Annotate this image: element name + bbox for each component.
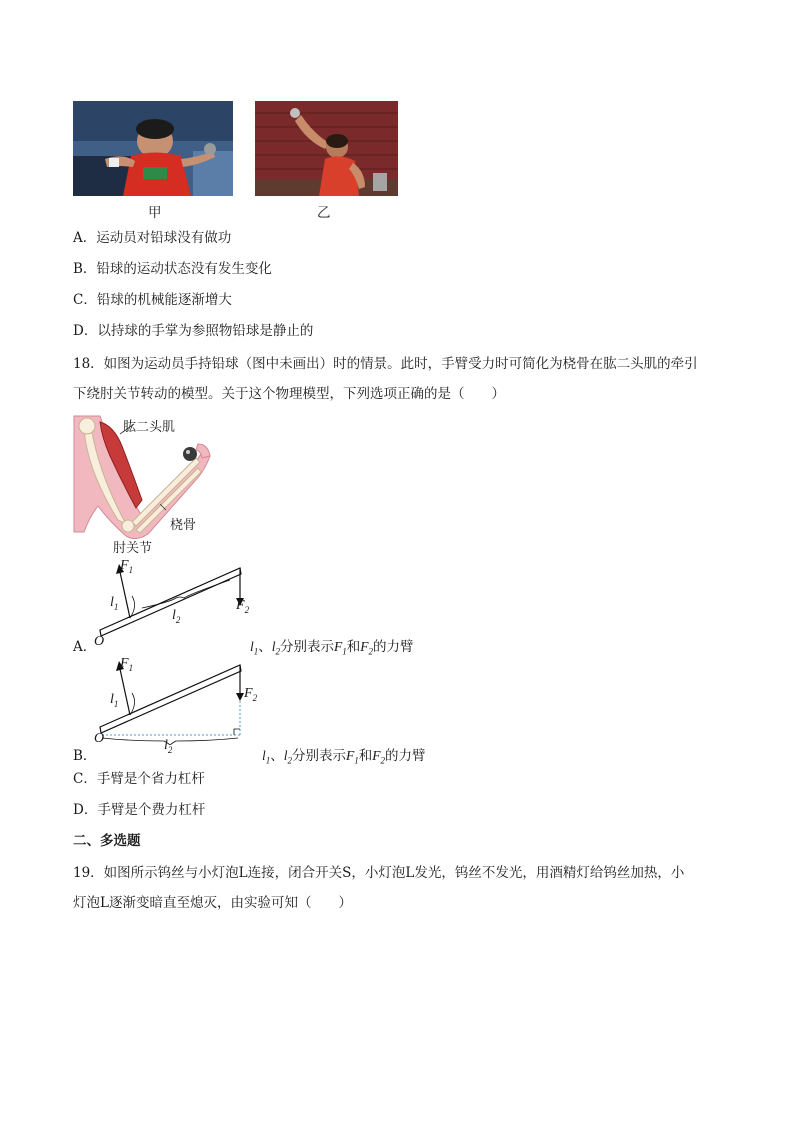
photo-yi [255, 101, 398, 196]
photo-jia [73, 101, 233, 196]
q18-stem-line2: 下绕肘关节转动的模型。关于这个物理模型，下列选项正确的是（ ） [73, 386, 505, 402]
arm-label-muscle: 肱二头肌 [123, 420, 176, 435]
arm-label-joint: 肘关节 [113, 541, 153, 556]
q18-option-a-prefix: A． [73, 639, 97, 655]
q17-option-c: C．铅球的机械能逐渐增大 [73, 292, 232, 308]
lever-a-label-f2: $F_2$ [236, 598, 250, 615]
q18-option-c: C．手臂是个省力杠杆 [73, 771, 205, 787]
q17-option-d: D．以持球的手掌为参照物铅球是静止的 [73, 323, 314, 339]
q19-stem-line2: 灯泡L逐渐变暗直至熄灭，由实验可知（ ） [73, 895, 352, 911]
q18-option-a-note: $l_1$、$l_2$分别表示$F_1$和$F_2$的力臂 [250, 639, 414, 657]
lever-b-label-l1: $l_1$ [110, 692, 119, 709]
lever-a-label-f1: $F_1$ [120, 558, 134, 575]
section-title: 二、多选题 [73, 833, 141, 849]
lever-a-label-l1: $l_1$ [110, 595, 119, 612]
q18-option-b-note: $l_1$、$l_2$分别表示$F_1$和$F_2$的力臂 [262, 748, 426, 766]
q18-stem-line1: 18．如图为运动员手持铅球（图中未画出）时的情景。此时，手臂受力时可简化为桡骨在肱二头肌的牵引 [73, 356, 698, 372]
q19-stem-line1: 19．如图所示钨丝与小灯泡L连接，闭合开关S，小灯泡L发光，钨丝不发光，用酒精灯给钨丝加热，小 [73, 865, 685, 881]
q17-option-a: A．运动员对铅球没有做功 [73, 230, 232, 246]
lever-b-label-l2: $l_2$ [164, 738, 173, 755]
q18-option-b-prefix: B． [73, 748, 97, 764]
lever-b-label-f2: $F_2$ [244, 686, 258, 703]
lever-a-label-o: O [94, 634, 105, 649]
q17-option-b: B．铅球的运动状态没有发生变化 [73, 261, 272, 277]
lever-a-label-l2: $l_2$ [172, 608, 181, 625]
lever-b-label-f1: $F_1$ [120, 656, 134, 673]
q18-option-d: D．手臂是个费力杠杆 [73, 802, 206, 818]
arm-label-bone: 桡骨 [170, 518, 197, 533]
lever-b-label-o: O [94, 731, 105, 746]
photo-label-jia: 甲 [148, 205, 162, 221]
photo-label-yi: 乙 [317, 205, 331, 221]
